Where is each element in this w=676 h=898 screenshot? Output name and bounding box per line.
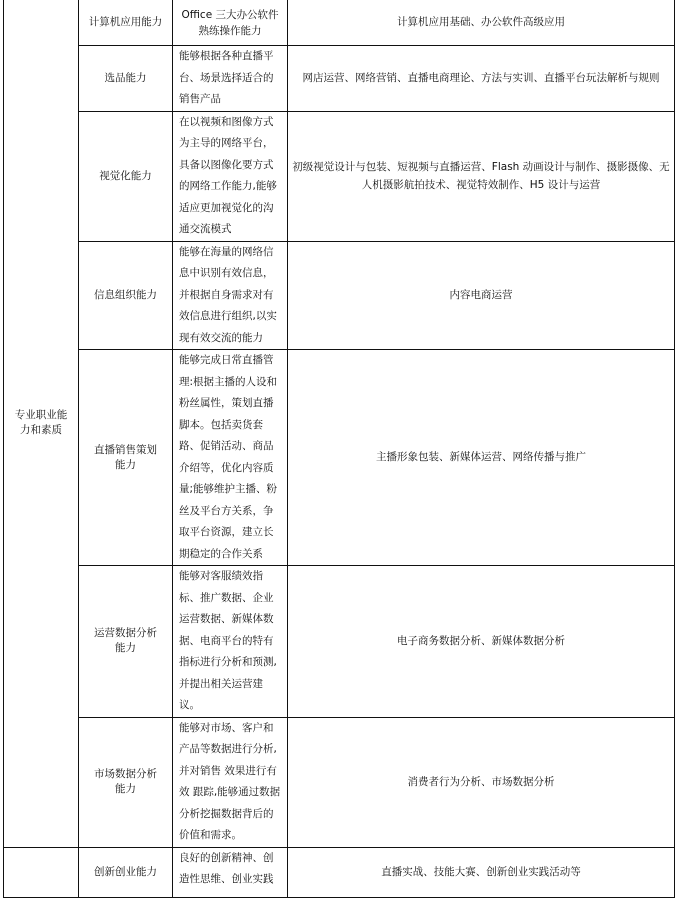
courses-cell: 内容电商运营: [288, 241, 675, 350]
description-cell: 能够完成日常直播管理:根据主播的人设和粉丝属性，策划直播脚本。包括卖货套路、促销活动、商品介绍等，优化内容质量;能够维护主播、粉丝及平台方关系，争取平台资源，建立长期稳定的合作关系: [173, 350, 288, 566]
description-cell: 在以视频和图像方式为主导的网络平台，具备以图像化要方式的网络工作能力,能够适应更加视觉化的沟通交流模式: [173, 111, 288, 241]
table-row: [4, 0, 675, 46]
description-cell: 能够在海量的网络信息中识别有效信息，并根据自身需求对有效信息进行组织,以实现有效交流的能力: [173, 241, 288, 350]
description-cell: Office 三大办公软件熟练操作能力: [173, 0, 288, 46]
category-cell: 专业职业能力和素质: [4, 0, 79, 847]
courses-cell: 主播形象包装、新媒体运营、网络传播与推广: [288, 350, 675, 566]
courses-cell: 计算机应用基础、办公软件高级应用: [288, 0, 675, 46]
description-cell: 能够根据各种直播平台、场景选择适合的销售产品: [173, 46, 288, 112]
table-row: [4, 566, 675, 718]
table-row: [4, 111, 675, 241]
ability-cell: 视觉化能力: [79, 111, 173, 241]
courses-cell: 初级视觉设计与包装、短视频与直播运营、Flash 动画设计与制作、摄影摄像、无人机摄影航拍技术、视觉特效制作、H5 设计与运营: [288, 111, 675, 241]
table-row: [4, 241, 675, 350]
ability-cell: 计算机应用能力: [79, 0, 173, 46]
curriculum-ability-table: [3, 0, 675, 898]
courses-cell: 电子商务数据分析、新媒体数据分析: [288, 566, 675, 718]
ability-cell: 信息组织能力: [79, 241, 173, 350]
ability-cell: 市场数据分析能力: [79, 717, 173, 847]
ability-cell: 选品能力: [79, 46, 173, 112]
description-cell: 良好的创新精神、创造性思维、创业实践: [173, 847, 288, 897]
description-cell: 能够对客服绩效指标、推广数据、企业运营数据、新媒体数据、电商平台的特有指标进行分析和预测,并提出相关运营建议。: [173, 566, 288, 718]
ability-cell: 运营数据分析能力: [79, 566, 173, 718]
courses-cell: 网店运营、网络营销、直播电商理论、方法与实训、直播平台玩法解析与规则: [288, 46, 675, 112]
courses-cell: 直播实战、技能大赛、创新创业实践活动等: [288, 847, 675, 897]
courses-cell: 消费者行为分析、市场数据分析: [288, 717, 675, 847]
table-row: [4, 46, 675, 112]
table-row: [4, 717, 675, 847]
ability-cell: 直播销售策划能力: [79, 350, 173, 566]
description-cell: 能够对市场、客户和产品等数据进行分析,并对销售 效果进行有效 跟踪,能够通过数据分析挖掘数据背后的价值和需求。: [173, 717, 288, 847]
ability-cell: 创新创业能力: [79, 847, 173, 897]
table-row: [4, 350, 675, 566]
